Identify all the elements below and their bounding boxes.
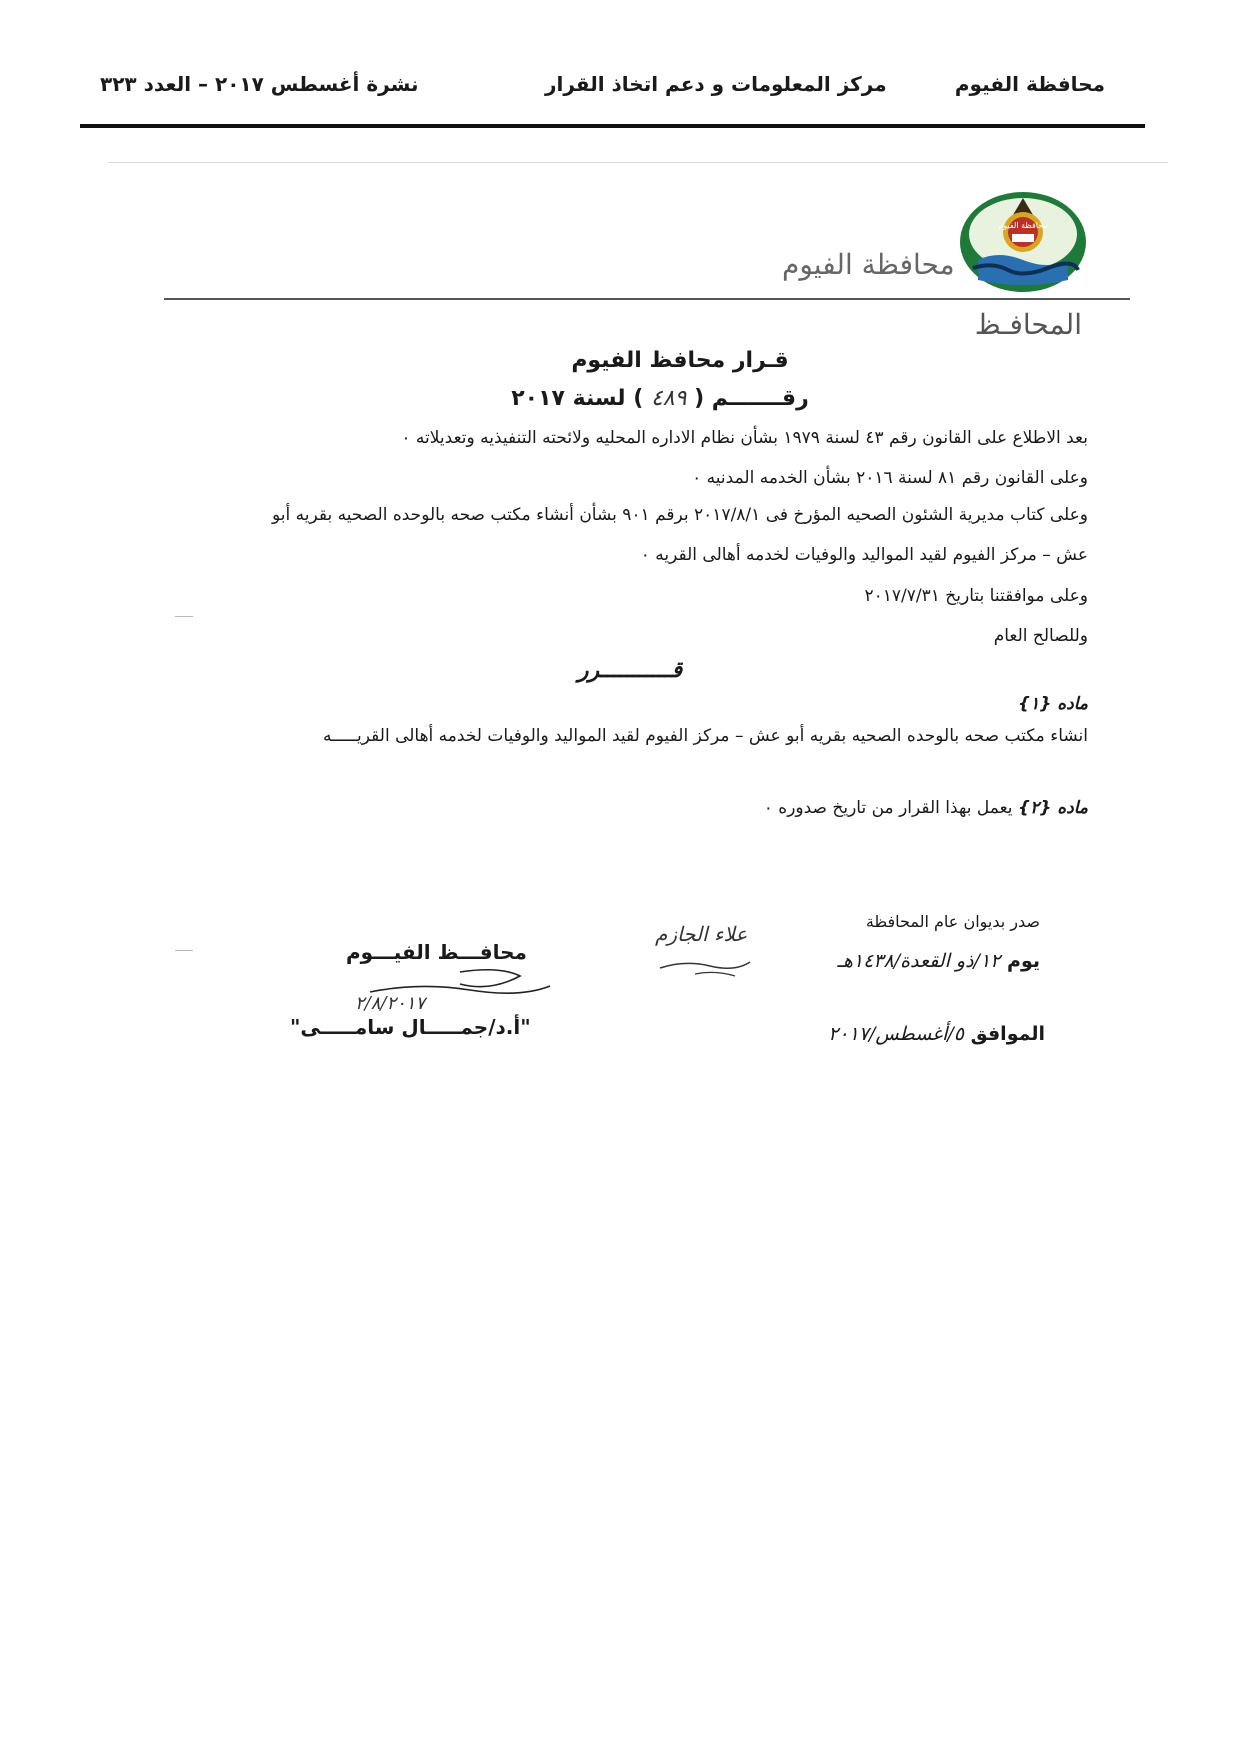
preamble-line-3: وعلى كتاب مديرية الشئون الصحيه المؤرخ فى ٢٠١٧/٨/١ برقم ٩٠١ بشأن أنشاء مكتب صحه بالوحده الصحيه بقريه أبو: [271, 505, 1088, 525]
letterhead-governorate: محافظة الفيوم: [782, 248, 955, 281]
article-2-text: يعمل بهذا القرار من تاريخ صدوره ٠: [763, 798, 1013, 818]
header-rule: [80, 124, 1145, 128]
second-signature-mark: [655, 950, 755, 980]
article-2-heading: ماده {٢}: [1017, 798, 1088, 818]
governor-name: "أ.د/جمـــــال سامـــــى": [290, 1015, 531, 1039]
preamble-line-6: وللصالح العام: [993, 626, 1088, 646]
governor-title: محافـــظ الفيـــوم: [346, 940, 527, 964]
preamble-line-2: وعلى القانون رقم ٨١ لسنة ٢٠١٦ بشأن الخدمه المدنيه ٠: [692, 468, 1088, 488]
decision-number: [470, 386, 850, 411]
gregorian-date: ٥/أغسطس/٢٠١٧: [828, 1023, 964, 1045]
article-2: [764, 798, 1088, 818]
governorate-logo: [958, 190, 1088, 294]
preamble-line-1: بعد الاطلاع على القانون رقم ٤٣ لسنة ١٩٧٩ بشأن نظام الاداره المحليه ولائحته التنفيذيه وتعديلاته ٠: [401, 428, 1088, 448]
gregorian-date-line: [828, 1023, 1045, 1045]
agreed-label: الموافق: [970, 1023, 1045, 1045]
second-signer: علاء الجازم: [655, 922, 748, 946]
article-1-heading: ماده {١}: [1017, 694, 1088, 714]
decision-title: قـرار محافظ الفيوم: [571, 348, 789, 373]
day-label: يوم: [1007, 950, 1040, 972]
margin-mark: [175, 950, 193, 951]
hijri-date-line: [837, 950, 1040, 972]
hijri-date: ١٢/ذو القعدة/١٤٣٨هـ: [837, 950, 1001, 972]
header-issue-info: نشرة أغسطس ٢٠١٧ – العدد ٣٢٣: [100, 72, 419, 96]
letterhead-office-title: المحافـظ: [974, 308, 1082, 341]
header-center-title: مركز المعلومات و دعم اتخاذ القرار: [545, 72, 887, 96]
header-thin-rule: [108, 162, 1168, 163]
decision-number-suffix: ) لسنة ٢٠١٧: [511, 386, 644, 411]
margin-mark: [175, 616, 193, 617]
issued-at: صدر بديوان عام المحافظة: [865, 912, 1040, 931]
article-1-text: انشاء مكتب صحه بالوحده الصحيه بقريه أبو عش – مركز الفيوم لقيد المواليد والوفيات لخدمه أهالى القريـــــه: [323, 726, 1088, 746]
governor-handwritten-date: ٢/٨/٢٠١٧: [355, 993, 426, 1014]
decision-number-prefix: رقـــــــم (: [694, 386, 809, 411]
preamble-line-5: وعلى موافقتنا بتاريخ ٢٠١٧/٧/٣١: [864, 586, 1088, 606]
header-governorate: محافظة الفيوم: [954, 72, 1105, 96]
decision-number-value: ٤٨٩: [650, 386, 687, 411]
letterhead-rule: [164, 298, 1130, 300]
logo-text: محافظة الفيوم: [998, 221, 1048, 230]
decided-heading: قـــــــــــرر: [577, 658, 683, 683]
preamble-line-4: عش – مركز الفيوم لقيد المواليد والوفيات لخدمه أهالى القريه ٠: [640, 545, 1088, 565]
